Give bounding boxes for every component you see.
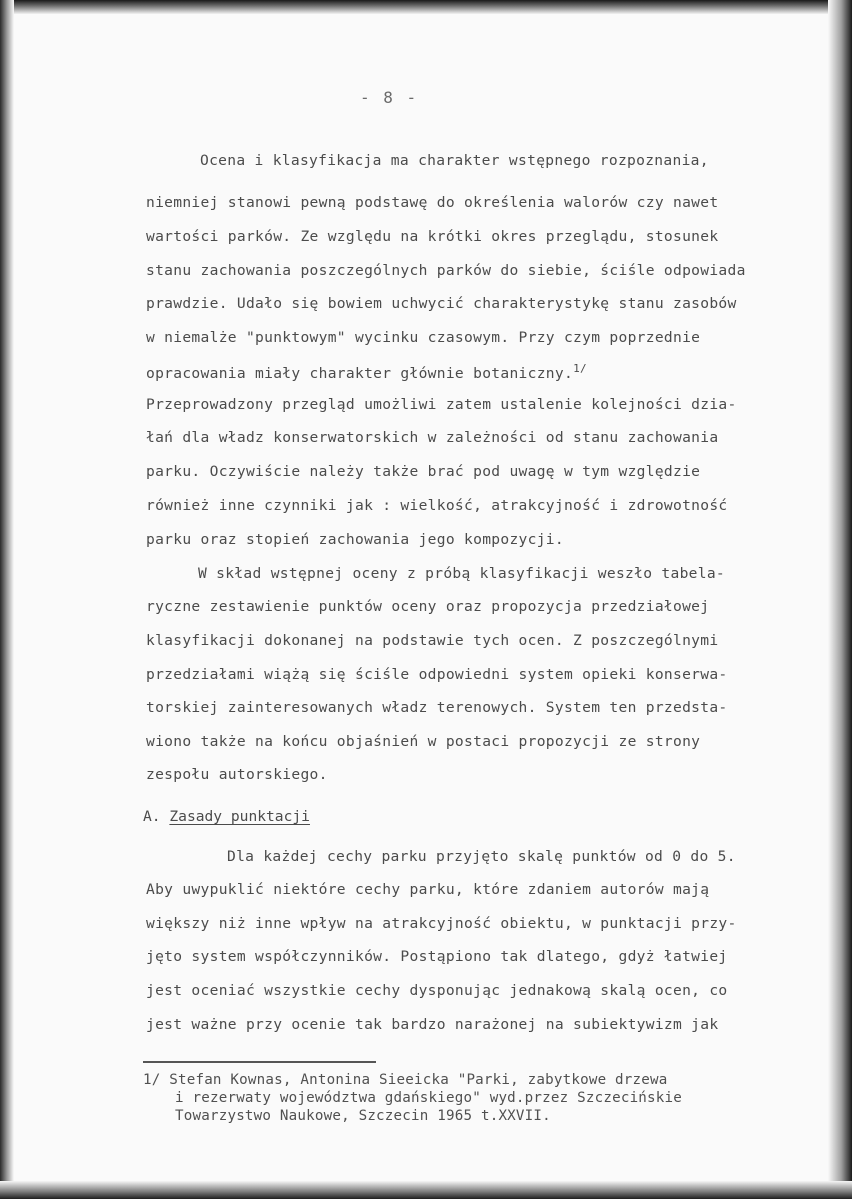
paragraph-line: Ocena i klasyfikacja ma charakter wstępnego rozpoznania, <box>200 152 709 169</box>
footnote-separator <box>143 1061 376 1063</box>
footnote-line: 1/ Stefan Kownas, Antonina Sieeicka "Parki, zabytkowe drzewa <box>143 1072 668 1088</box>
page-number: - 8 - <box>360 88 419 107</box>
paragraph-line: zespołu autorskiego. <box>146 766 328 783</box>
paragraph-line: przedziałami wiążą się ściśle odpowiedni system opieki konserwa- <box>146 666 728 683</box>
section-line: jest oceniać wszystkie cechy dysponując jednakową skalą ocen, co <box>146 982 728 999</box>
paragraph-line: wartości parków. Ze względu na krótki okres przeglądu, stosunek <box>146 228 719 245</box>
footnote-line: Towarzystwo Naukowe, Szczecin 1965 t.XXVII. <box>175 1108 551 1124</box>
paragraph-line: prawdzie. Udało się bowiem uchwycić charakterystykę stanu zasobów <box>146 295 737 312</box>
footnote-line: i rezerwaty województwa gdańskiego" wyd.przez Szczecińskie <box>175 1090 683 1106</box>
paragraph-line <box>146 362 587 382</box>
scan-edge-right <box>828 0 852 1199</box>
paragraph-line: stanu zachowania poszczególnych parków do siebie, ściśle odpowiada <box>146 262 746 279</box>
paragraph-line: W skład wstępnej oceny z próbą klasyfikacji weszło tabela- <box>198 565 725 582</box>
paragraph-line: wiono także na końcu objaśnień w postaci propozycji ze strony <box>146 733 701 750</box>
section-line: większy niż inne wpływ na atrakcyjność obiektu, w punktacji przy- <box>146 915 737 932</box>
footnote-reference: 1/ <box>573 362 587 375</box>
section-letter: A. <box>143 808 161 825</box>
paragraph-line-text: opracowania miały charakter głównie botaniczny. <box>146 364 574 382</box>
section-line: jęto system współczynników. Postąpiono tak dlatego, gdyż łatwiej <box>146 948 728 965</box>
paragraph-line: parku. Oczywiście należy także brać pod uwagę w tym względzie <box>146 463 701 480</box>
paragraph-line: niemniej stanowi pewną podstawę do określenia walorów czy nawet <box>146 194 719 211</box>
section-line: jest ważne przy ocenie tak bardzo narażonej na subiektywizm jak <box>146 1016 719 1033</box>
paragraph-line: klasyfikacji dokonanej na podstawie tych ocen. Z poszczególnymi <box>146 632 719 649</box>
paragraph-line: parku oraz stopień zachowania jego kompozycji. <box>146 531 564 548</box>
section-line: Aby uwypuklić niektóre cechy parku, które zdaniem autorów mają <box>146 881 710 898</box>
section-title: Zasady punktacji <box>169 808 310 825</box>
scan-edge-left <box>0 0 14 1199</box>
paragraph-line: torskiej zainteresowanych władz terenowych. System ten przedsta- <box>146 699 728 716</box>
paragraph-line: łań dla władz konserwatorskich w zależności od stanu zachowania <box>146 429 719 446</box>
scan-edge-top <box>0 0 852 14</box>
section-heading <box>143 808 310 825</box>
paragraph-line: Przeprowadzony przegląd umożliwi zatem ustalenie kolejności dzia- <box>146 396 737 413</box>
scan-edge-bottom <box>0 1181 852 1199</box>
section-line: Dla każdej cechy parku przyjęto skalę punktów od 0 do 5. <box>227 848 736 865</box>
paragraph-line: w niemalże "punktowym" wycinku czasowym. Przy czym poprzednie <box>146 329 701 346</box>
paragraph-line: ryczne zestawienie punktów oceny oraz propozycja przedziałowej <box>146 598 710 615</box>
paragraph-line: również inne czynniki jak : wielkość, atrakcyjność i zdrowotność <box>146 497 728 514</box>
